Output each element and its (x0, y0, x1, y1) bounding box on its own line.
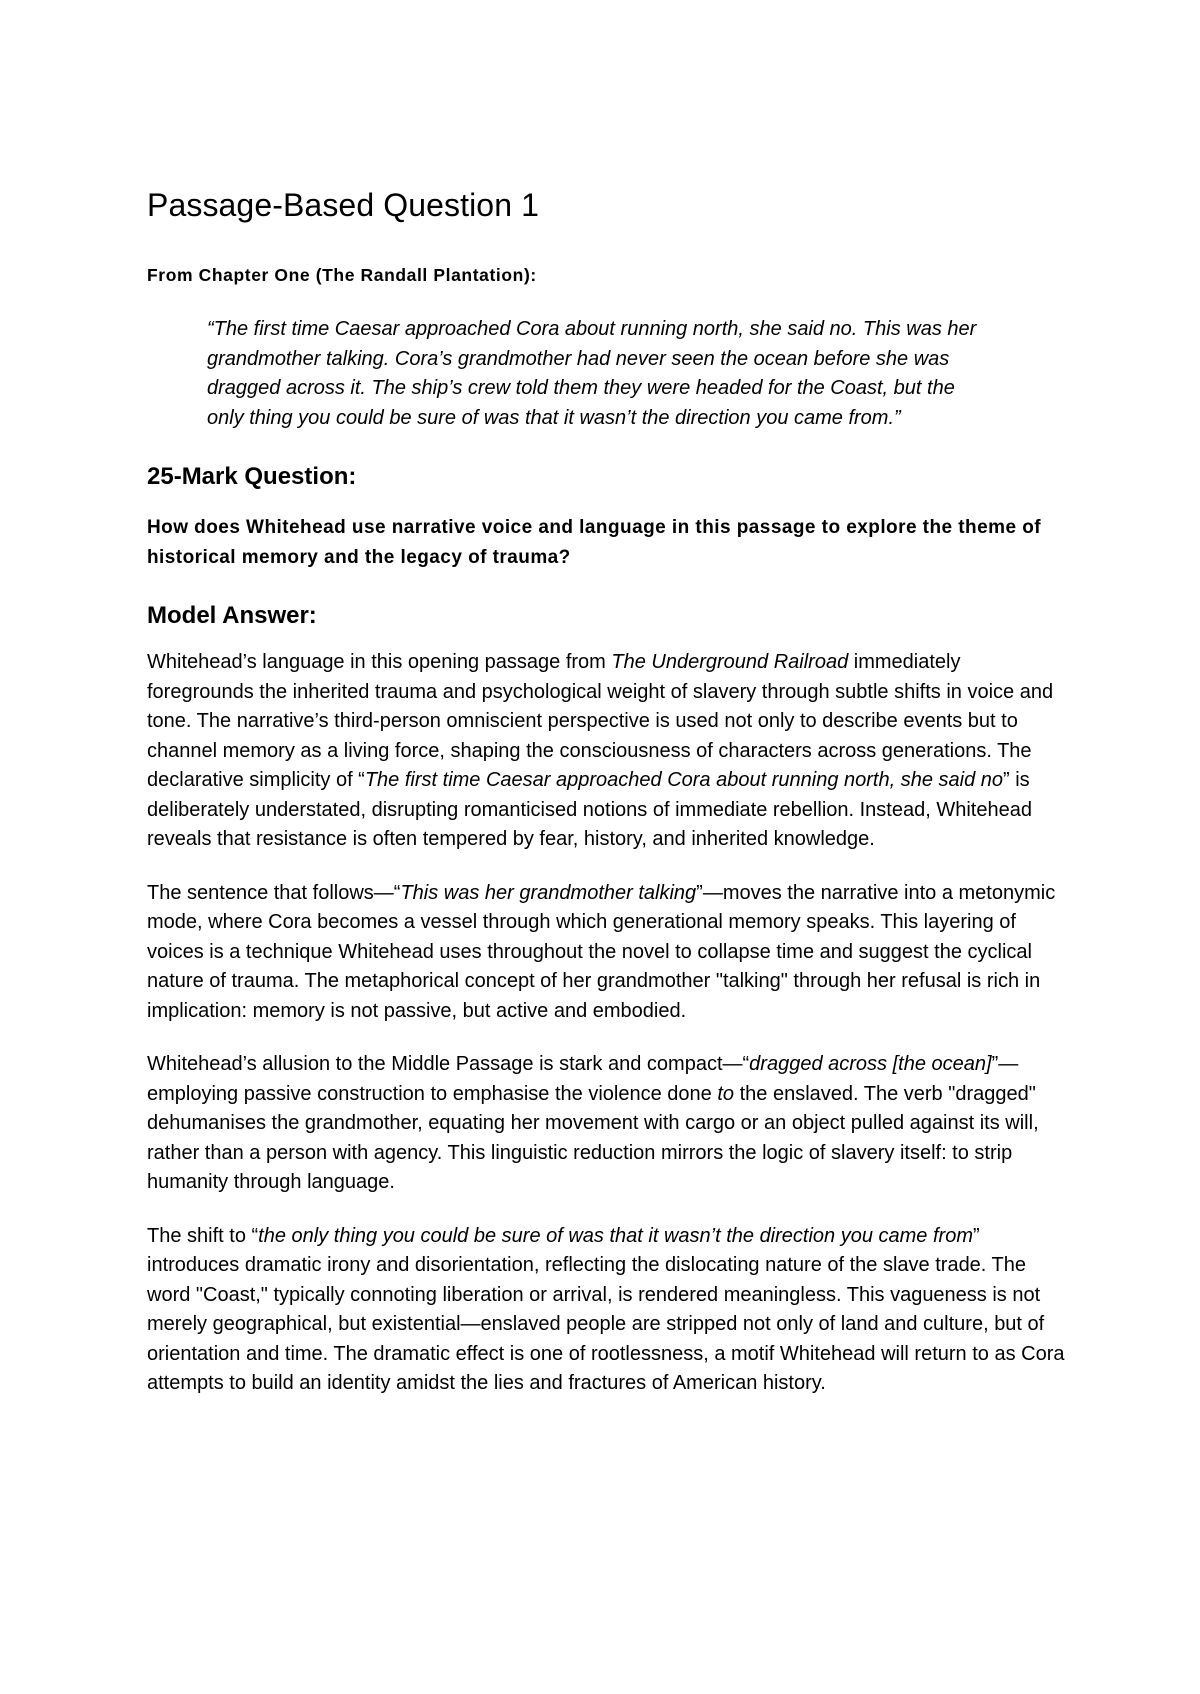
text-run: The sentence that follows—“ (147, 881, 401, 904)
italic-run: dragged across [the ocean] (749, 1053, 992, 1075)
text-run: Whitehead’s allusion to the Middle Passage is stark and compact—“ (147, 1053, 750, 1075)
text-run: immediately foregrounds the inherited trauma and psychological weight of slavery through subtle shifts in voice and tone. The narrative’s third-person omniscient perspective is used not only to describe events but to channel memory as a living force, shaping the consciousness of characters across generations. The declarative simplicity of “ (147, 651, 1054, 791)
text-run: ” introduces dramatic irony and disorientation, reflecting the dislocating nature of the slave trade. The word "Coast," typically connoting liberation or arrival, is rendered meaningless. This vagueness is not merely geographical, but existential—enslaved people are stripped not only of land and culture, but of orientation and time. The dramatic effect is one of rootlessness, a motif Whitehead will return to as Cora attempts to build an identity amidst the lies and fractures of American history. (147, 1224, 1065, 1394)
italic-run: the only thing you could be sure of was that it wasn’t the direction you came from (258, 1224, 973, 1247)
italic-run: to (717, 1082, 735, 1105)
document-page (147, 183, 1067, 1399)
text-run: ”—employing passive construction to emphasise the violence done (147, 1053, 1019, 1105)
source-line: From Chapter One (The Randall Plantation): (147, 265, 537, 285)
answer-paragraph-4 (147, 1222, 1067, 1399)
question-heading: 25-Mark Question: (147, 463, 357, 490)
text-run: ” is deliberately understated, disrupting romanticised notions of immediate rebellion. Instead, Whitehead reveals that resistance is often tempered by fear, history, and inherited knowledge. (147, 769, 1032, 850)
passage-quote: “The first time Caesar approached Cora about running north, she said no. This was her grandmother talking. Cora’s grandmother had never seen the ocean before she was dragged across it. The ship’s crew told them they were headed for the Coast, but the only thing you could be sure of was that it wasn’t the direction you came from.” (207, 318, 977, 429)
text-run: The shift to “ (147, 1224, 259, 1247)
answer-paragraph-2 (147, 879, 1067, 1027)
text-run: ”—moves the narrative into a metonymic mode, where Cora becomes a vessel through which generational memory speaks. This layering of voices is a technique Whitehead uses throughout the novel to collapse time and suggest the cyclical nature of trauma. The metaphorical concept of her grandmother "talking" through her refusal is rich in implication: memory is not passive, but active and embodied. (147, 881, 1056, 1022)
answer-heading: Model Answer: (147, 602, 317, 629)
answer-paragraph-1 (147, 648, 1067, 855)
answer-paragraph-3 (147, 1050, 1067, 1198)
question-text: How does Whitehead use narrative voice and language in this passage to explore the theme of historical memory and the legacy of trauma? (147, 517, 1042, 568)
italic-run: The first time Caesar approached Cora about running north, she said no (364, 769, 1003, 791)
text-run: the enslaved. The verb "dragged" dehumanises the grandmother, equating her movement with cargo or an object pulled against its will, rather than a person with agency. This linguistic reduction mirrors the logic of slavery itself: to strip humanity through language. (147, 1082, 1039, 1193)
text-run: Whitehead’s language in this opening passage from (147, 651, 612, 673)
italic-run: The Underground Railroad (611, 651, 849, 673)
page-title: Passage-Based Question 1 (147, 187, 539, 223)
italic-run: This was her grandmother talking (400, 881, 697, 904)
